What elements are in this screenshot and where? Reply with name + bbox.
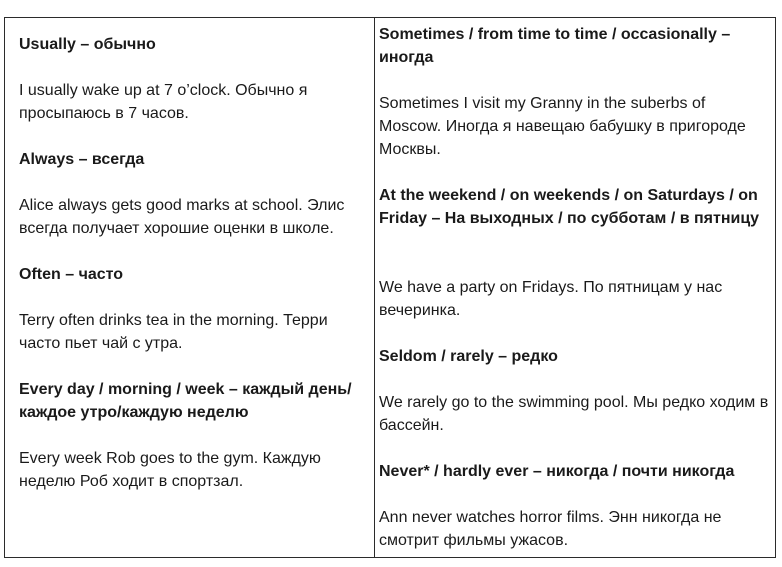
adverbs-table: [4, 17, 776, 558]
example-usually: I usually wake up at 7 o’clock. Обычно я просыпаюсь в 7 часов.: [19, 82, 308, 122]
heading-never: Never* / hardly ever – никогда / почти никогда: [379, 463, 735, 480]
heading-sometimes: Sometimes / from time to time / occasionally – иногда: [379, 26, 731, 66]
example-weekend: We have a party on Fridays. По пятницам у нас вечеринка.: [379, 279, 723, 319]
heading-always: Always – всегда: [19, 151, 145, 168]
example-always: Alice always gets good marks at school. Элис всегда получает хорошие оценки в школе.: [19, 197, 345, 237]
example-sometimes: Sometimes I visit my Granny in the suberbs of Moscow. Иногда я навещаю бабушку в пригороде Москвы.: [379, 95, 746, 158]
column-divider: [374, 18, 375, 557]
heading-often: Often – часто: [19, 266, 124, 283]
heading-seldom: Seldom / rarely – редко: [379, 348, 558, 365]
heading-every-day: Every day / morning / week – каждый день/каждое утро/каждую неделю: [19, 381, 352, 421]
example-often: Terry often drinks tea in the morning. Терри часто пьет чай с утра.: [19, 312, 328, 352]
example-never: Ann never watches horror films. Энн никогда не смотрит фильмы ужасов.: [379, 509, 722, 549]
example-every-day: Every week Rob goes to the gym. Каждую неделю Роб ходит в спортзал.: [19, 450, 321, 490]
heading-weekend: At the weekend / on weekends / on Saturdays / on Friday – На выходных / по субботам / в пятницу: [379, 187, 760, 227]
example-seldom: We rarely go to the swimming pool. Мы редко ходим в бассейн.: [379, 394, 769, 434]
heading-usually: Usually – обычно: [19, 36, 156, 53]
